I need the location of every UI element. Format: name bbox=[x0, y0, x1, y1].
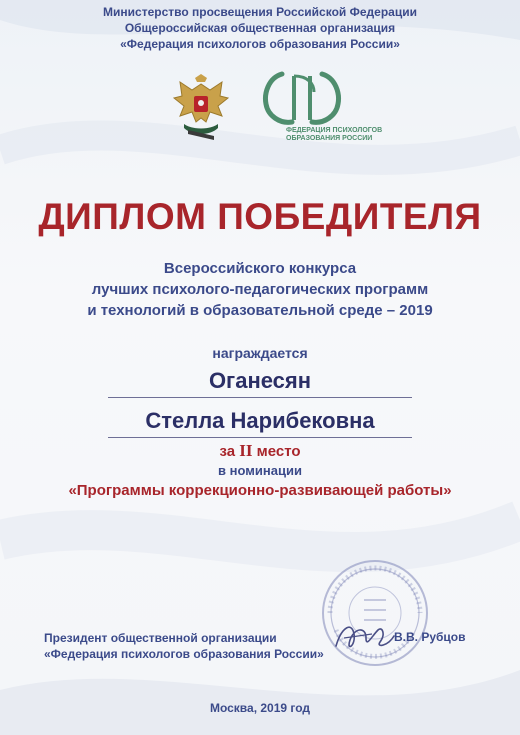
nomination-title: «Программы коррекционно-развивающей работы» bbox=[68, 482, 452, 499]
handwritten-signature-icon bbox=[332, 616, 396, 656]
place-prefix: за bbox=[219, 443, 236, 460]
award-place bbox=[0, 441, 520, 461]
contest-description bbox=[0, 258, 520, 321]
president-line2: «Федерация психологов образования России» bbox=[44, 647, 324, 661]
place-suffix: место bbox=[256, 443, 301, 460]
recipient-surname: Оганесян bbox=[208, 368, 312, 393]
issuer-header bbox=[0, 4, 520, 52]
fpo-logo-caption bbox=[286, 127, 382, 143]
diploma-title: ДИПЛОМ ПОБЕДИТЕЛЯ bbox=[38, 196, 482, 237]
signer-name: В.В. Рубцов bbox=[394, 630, 466, 644]
fpo-logo-icon bbox=[262, 70, 342, 126]
president-line1: Президент общественной организации bbox=[44, 631, 277, 645]
russian-coat-of-arms-icon bbox=[170, 74, 232, 140]
president-position bbox=[44, 630, 324, 662]
header-ministry: Министерство просвещения Российской Федерации bbox=[103, 5, 417, 19]
given-names-underline bbox=[108, 437, 412, 438]
header-organization-name: «Федерация психологов образования России» bbox=[120, 37, 400, 51]
awarded-label: награждается bbox=[212, 345, 308, 361]
contest-line2: лучших психолого-педагогических программ bbox=[91, 281, 429, 298]
place-number: II bbox=[239, 441, 253, 460]
header-organization-type: Общероссийская общественная организация bbox=[124, 21, 396, 35]
nomination-label: в номинации bbox=[218, 463, 302, 478]
surname-underline bbox=[108, 397, 412, 398]
place-and-year: Москва, 2019 год bbox=[209, 701, 311, 715]
recipient-given-names: Стелла Нарибековна bbox=[145, 408, 375, 433]
fpo-caption-line2: ОБРАЗОВАНИЯ РОССИИ bbox=[286, 135, 373, 142]
contest-line1: Всероссийского конкурса bbox=[163, 260, 357, 277]
contest-line3: и технологий в образовательной среде – 2019 bbox=[87, 302, 433, 319]
fpo-caption-line1: ФЕДЕРАЦИЯ ПСИХОЛОГОВ bbox=[286, 127, 383, 134]
